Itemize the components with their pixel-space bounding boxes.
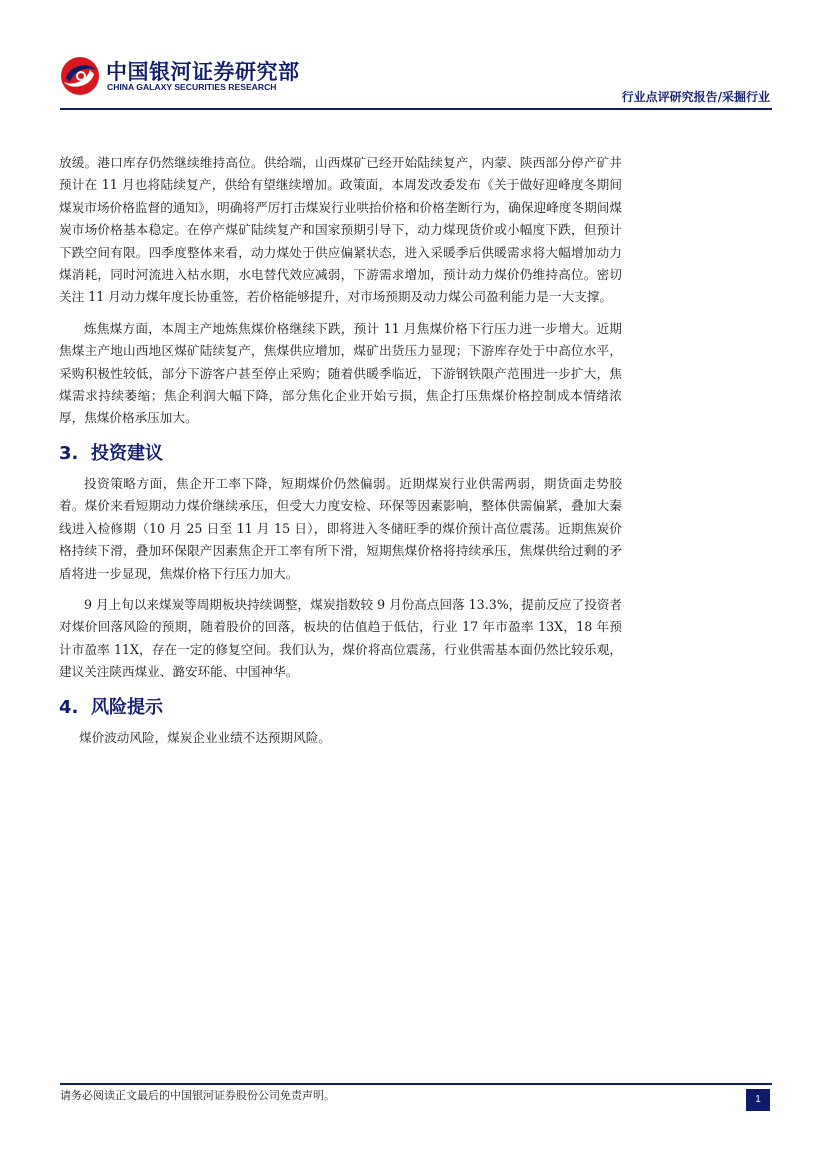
body-paragraph-strategy: 投资策略方面，焦企开工率下降，短期煤价仍然偏弱。近期煤炭行业供需两弱，期货面走势胶着。煤价来看短期动力煤价继续承压，但受大力度安检、环保等因素影响，整体供需偏紧，叠加大秦线进入检修期（10 月 25 日至 11 月 15 日），即将进入冬储旺季的煤价预计高位震荡。近期焦炭价格持续下滑，叠加环保限产因素焦企开工率有所下滑，短期焦煤价格将持续承压，焦煤供给过剩的矛盾将进一步显现，焦煤价格下行压力加大。 <box>59 475 622 581</box>
logo-english-name: CHINA GALAXY SECURITIES RESEARCH <box>107 82 277 92</box>
page-number: 1 <box>746 1089 770 1111</box>
section-number: 3. <box>59 442 79 464</box>
report-body <box>59 152 622 758</box>
footer-disclaimer: 请务必阅读正文最后的中国银河证券股份公司免责声明。 <box>60 1089 335 1102</box>
body-paragraph-valuation: 9 月上旬以来煤炭等周期板块持续调整，煤炭指数较 9 月份高点回落 13.3%，提前反应了投资者对煤价回落风险的预期，随着股价的回落，板块的估值趋于低估，行业 17 年市盈率 13X，18 年预计市盈率 11X，存在一定的修复空间。我们认为，煤价将高位震荡，行业供需基本面仍然比较乐观，建议关注陕西煤业、潞安环能、中国神华。 <box>59 596 623 680</box>
section-heading-investment <box>59 439 622 469</box>
section-number: 4. <box>59 696 79 718</box>
body-paragraph-risk: 煤价波动风险，煤炭企业业绩不达预期风险。 <box>79 729 331 745</box>
footer-divider <box>60 1083 772 1085</box>
header-divider <box>60 108 772 110</box>
galaxy-logo-icon <box>60 56 100 96</box>
section-title: 风险提示 <box>91 696 163 718</box>
body-paragraph-thermal-coal: 放缓。港口库存仍然继续维持高位。供给端，山西煤矿已经开始陆续复产，内蒙、陕西部分停产矿井预计在 11 月也将陆续复产，供给有望继续增加。政策面，本周发改委发布《关于做好迎峰度冬期间煤炭市场价格监督的通知》，明确将严厉打击煤炭行业哄抬价格和价格垄断行为，确保迎峰度冬期间煤炭市场价格基本稳定。在停产煤矿陆续复产和国家预期引导下，动力煤现货价或小幅度下跌，但预计下跌空间有限。四季度整体来看，动力煤处于供应偏紧状态，进入采暖季后供暖需求将大幅增加动力煤消耗，同时河流进入枯水期，水电替代效应减弱，下游需求增加，预计动力煤价仍维持高位。密切关注 11 月动力煤年度长协重签，若价格能够提升，对市场预期及动力煤公司盈利能力是一大支撑。 <box>59 155 622 305</box>
section-title: 投资建议 <box>91 442 163 464</box>
page-header <box>60 52 770 108</box>
logo-chinese-name: 中国银河证券研究部 <box>106 60 300 84</box>
body-paragraph-coking-coal: 炼焦煤方面，本周主产地炼焦煤价格继续下跌，预计 11 月焦煤价格下行压力进一步增大。近期焦煤主产地山西地区煤矿陆续复产，焦煤供应增加，煤矿出货压力显现；下游库存处于中高位水平，采购积极性较低，部分下游客户甚至停止采购；随着供暖季临近，下游钢铁限产范围进一步扩大，焦煤需求持续萎缩；焦企利润大幅下降，部分焦化企业开始亏损，焦企打压焦煤价格控制成本情绪浓厚，焦煤价格承压加大。 <box>59 320 622 426</box>
report-type-label: 行业点评研究报告/采掘行业 <box>621 90 770 104</box>
section-heading-risk <box>59 693 622 723</box>
